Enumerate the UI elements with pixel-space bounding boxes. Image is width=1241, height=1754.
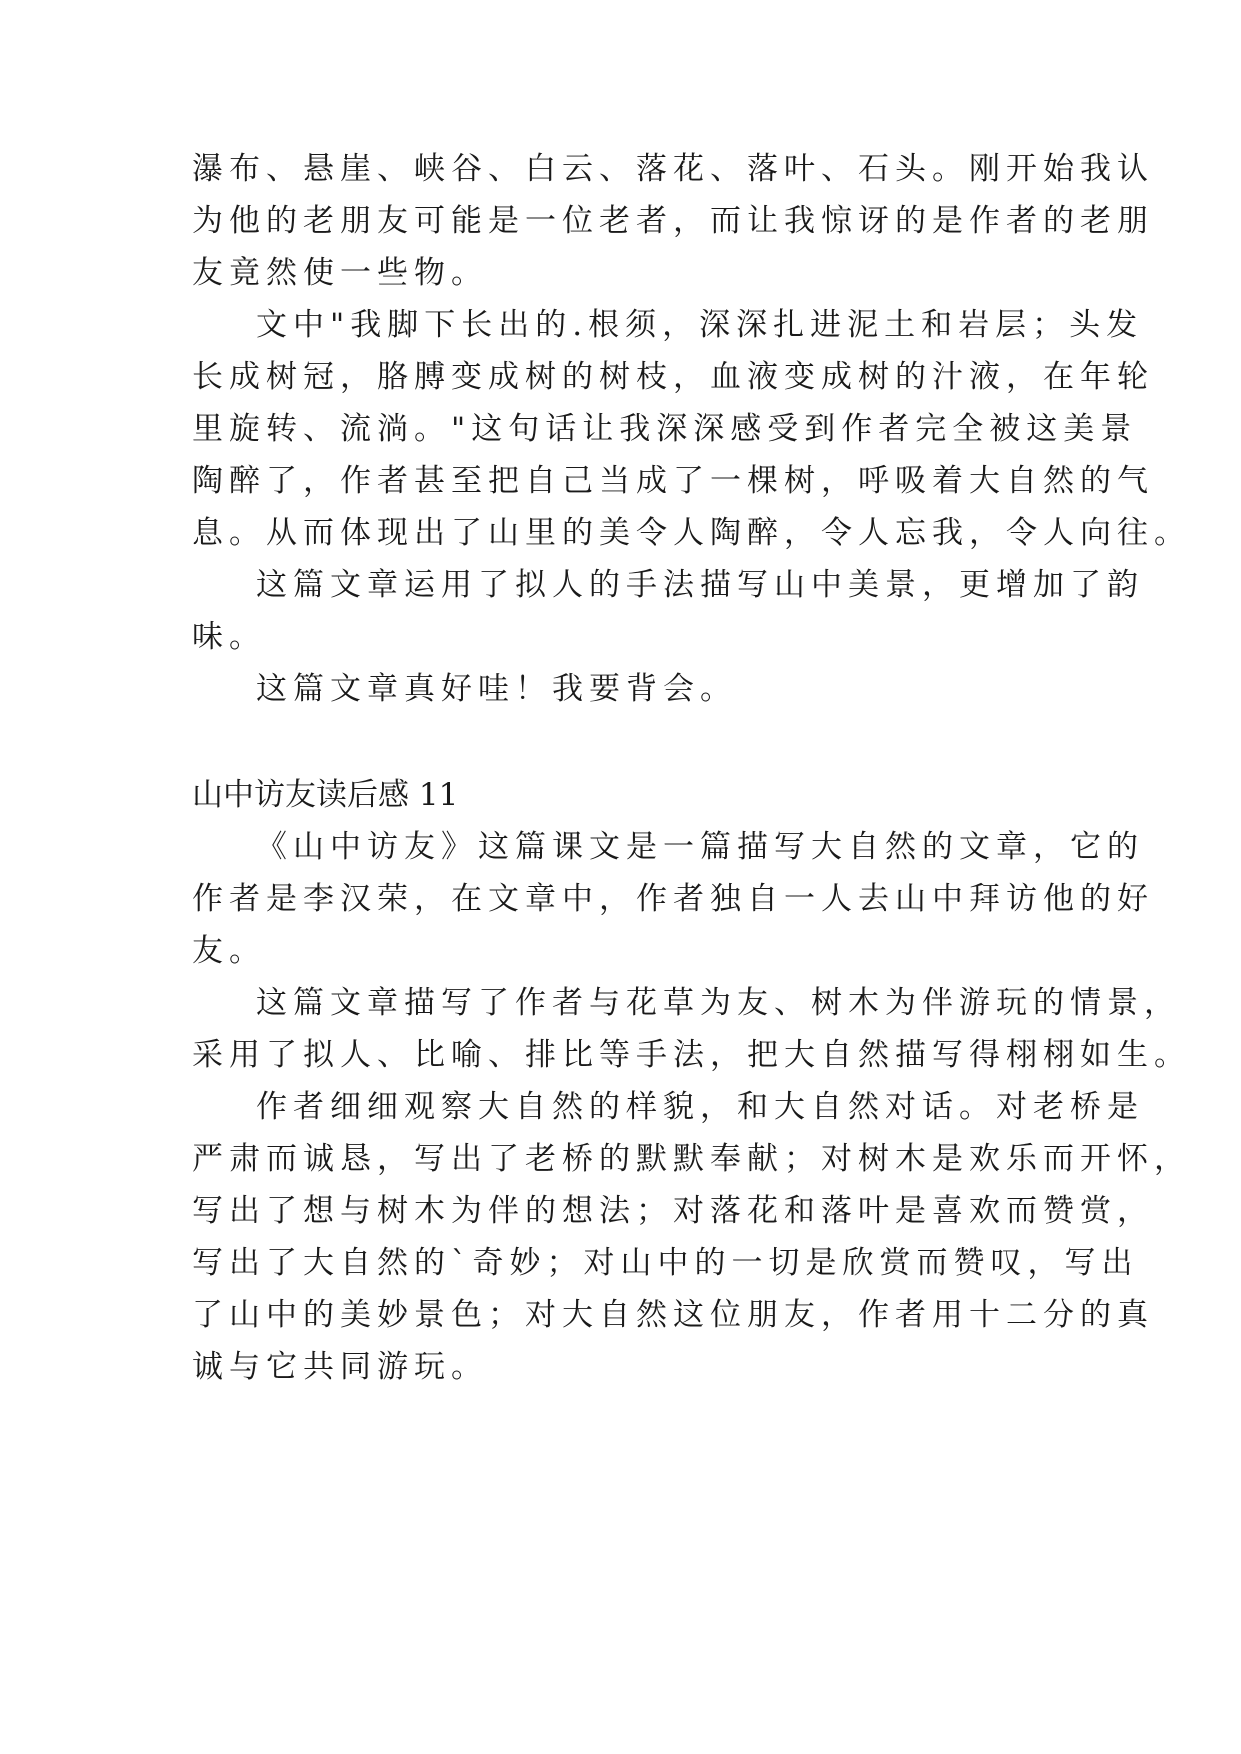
paragraph-start-line: 这篇文章运用了拟人的手法描写山中美景，更增加了韵 (256, 567, 1144, 603)
text-line: 为他的老朋友可能是一位老者，而让我惊讶的是作者的老朋 (192, 203, 1154, 239)
paragraph-start-line: 文中"我脚下长出的.根须，深深扎进泥土和岩层；头发 (256, 307, 1144, 343)
text-line: 作者是李汉荣，在文章中，作者独自一人去山中拜访他的好 (192, 881, 1154, 917)
text-line: 陶醉了，作者甚至把自己当成了一棵树，呼吸着大自然的气 (192, 463, 1154, 499)
text-line: 里旋转、流淌。"这句话让我深深感受到作者完全被这美景 (192, 411, 1138, 447)
paragraph-start-line: 《山中访友》这篇课文是一篇描写大自然的文章，它的 (256, 829, 1144, 865)
paragraph-start-line: 这篇文章描写了作者与花草为友、树木为伴游玩的情景， (256, 985, 1181, 1021)
text-line: 长成树冠，胳膊变成树的树枝，血液变成树的汁液，在年轮 (192, 359, 1154, 395)
text-line: 写出了大自然的`奇妙；对山中的一切是欣赏而赞叹，写出 (192, 1245, 1139, 1281)
paragraph-start-line: 这篇文章真好哇！我要背会。 (256, 671, 737, 707)
text-line: 严肃而诚恳，写出了老桥的默默奉献；对树木是欢乐而开怀， (192, 1141, 1191, 1177)
text-line: 写出了想与树木为伴的想法；对落花和落叶是喜欢而赞赏， (192, 1193, 1154, 1229)
text-line: 了山中的美妙景色；对大自然这位朋友，作者用十二分的真 (192, 1297, 1154, 1333)
text-line: 味。 (192, 619, 266, 655)
text-line: 诚与它共同游玩。 (192, 1349, 488, 1385)
text-line: 友。 (192, 933, 266, 969)
section-heading: 山中访友读后感 11 (192, 777, 459, 813)
paragraph-start-line: 作者细细观察大自然的样貌，和大自然对话。对老桥是 (256, 1089, 1144, 1125)
text-line: 瀑布、悬崖、峡谷、白云、落花、落叶、石头。刚开始我认 (192, 151, 1154, 187)
text-line: 友竟然使一些物。 (192, 255, 488, 291)
text-line: 息。从而体现出了山里的美令人陶醉，令人忘我，令人向往。 (192, 515, 1191, 551)
text-line: 采用了拟人、比喻、排比等手法，把大自然描写得栩栩如生。 (192, 1037, 1191, 1073)
